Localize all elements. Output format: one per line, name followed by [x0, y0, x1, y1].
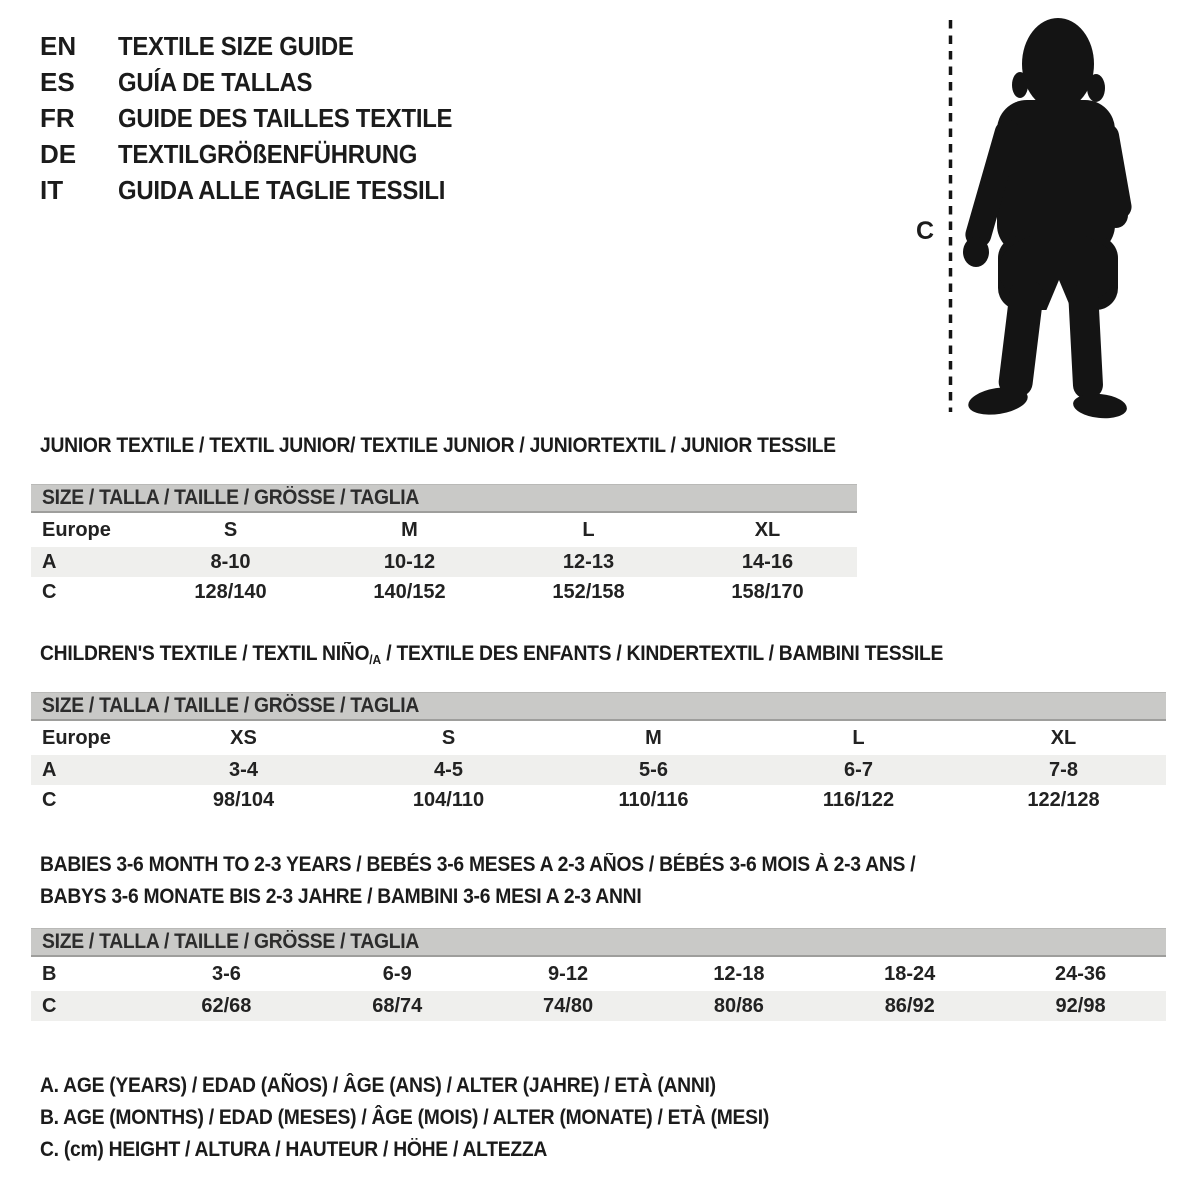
- height-cell: 152/158: [552, 580, 625, 603]
- height-cell: 140/152: [373, 580, 446, 603]
- age-cell: 6-9: [382, 962, 412, 985]
- legend-line-b: B. AGE (MONTHS) / EDAD (MESES) / ÂGE (MOIS) / ALTER (MONATE) / ETÀ (MESI): [40, 1106, 770, 1129]
- row-label: C: [42, 788, 57, 811]
- row-label: Europe: [42, 518, 111, 541]
- size-header-bar: [31, 692, 1166, 721]
- size-cell: XL: [1050, 726, 1077, 749]
- language-title: GUIDA ALLE TAGLIE TESSILI: [118, 174, 446, 205]
- size-cell: S: [223, 518, 238, 541]
- table-row: [31, 755, 1166, 785]
- junior-section-heading: [40, 434, 905, 458]
- size-header-bar: [31, 484, 857, 513]
- table-row: [31, 721, 1166, 755]
- row-label: A: [42, 758, 57, 781]
- size-cell: L: [582, 518, 595, 541]
- table-row: [31, 513, 857, 547]
- legend-line-a: A. AGE (YEARS) / EDAD (AÑOS) / ÂGE (ANS) / ALTER (JAHRE) / ETÀ (ANNI): [40, 1074, 716, 1097]
- measurement-legend: [40, 1070, 832, 1166]
- table-row: [31, 991, 1166, 1021]
- junior-heading-text: JUNIOR TEXTILE / TEXTIL JUNIOR/ TEXTILE JUNIOR / JUNIORTEXTIL / JUNIOR TESSILE: [40, 434, 836, 457]
- height-cell: 74/80: [543, 994, 594, 1017]
- babies-size-table: [31, 928, 1166, 1021]
- size-header-label: SIZE / TALLA / TAILLE / GRÖSSE / TAGLIA: [42, 930, 420, 953]
- size-header-label: SIZE / TALLA / TAILLE / GRÖSSE / TAGLIA: [42, 694, 420, 717]
- language-row-en: [40, 28, 481, 64]
- age-cell: 5-6: [639, 758, 668, 781]
- language-title: TEXTILE SIZE GUIDE: [118, 30, 354, 61]
- age-cell: 7-8: [1049, 758, 1078, 781]
- legend-line-c: C. (cm) HEIGHT / ALTURA / HAUTEUR / HÖHE / ALTEZZA: [40, 1138, 548, 1161]
- language-row-es: [40, 64, 481, 100]
- children-heading-sub: /A: [369, 652, 382, 667]
- language-title: GUIDE DES TAILLES TEXTILE: [118, 102, 453, 133]
- height-cell: 122/128: [1027, 788, 1100, 811]
- table-row: [31, 547, 857, 577]
- table-row: [31, 577, 857, 607]
- language-title: GUÍA DE TALLAS: [118, 66, 313, 97]
- size-cell: M: [401, 518, 418, 541]
- height-cell: 110/116: [618, 788, 689, 811]
- height-cell: 128/140: [194, 580, 267, 603]
- size-cell: L: [852, 726, 865, 749]
- language-code: FR: [40, 102, 75, 133]
- height-cell: 116/122: [822, 788, 895, 811]
- junior-size-table: [31, 484, 857, 607]
- language-title-block: [40, 28, 481, 208]
- language-code: DE: [40, 138, 77, 169]
- age-cell: 24-36: [1054, 962, 1107, 985]
- row-label: A: [42, 550, 57, 573]
- height-cell: 158/170: [731, 580, 804, 603]
- row-label: Europe: [42, 726, 111, 749]
- size-cell: S: [441, 726, 456, 749]
- row-label: C: [42, 994, 57, 1017]
- age-cell: 3-4: [229, 758, 258, 781]
- height-cell: 80/86: [713, 994, 764, 1017]
- children-size-table: [31, 692, 1166, 815]
- toddler-silhouette: [962, 18, 1133, 420]
- children-section-heading: [40, 642, 1022, 667]
- row-label: C: [42, 580, 57, 603]
- age-cell: 6-7: [844, 758, 873, 781]
- height-cell: 68/74: [372, 994, 423, 1017]
- table-row: [31, 957, 1166, 991]
- age-cell: 9-12: [548, 962, 589, 985]
- age-cell: 4-5: [434, 758, 463, 781]
- row-label: B: [42, 962, 57, 985]
- language-row-de: [40, 136, 481, 172]
- table-row: [31, 785, 1166, 815]
- size-header-bar: [31, 928, 1166, 957]
- size-cell: M: [645, 726, 662, 749]
- children-heading-pre: CHILDREN'S TEXTILE / TEXTIL NIÑO: [40, 642, 370, 665]
- language-code: ES: [40, 66, 75, 97]
- age-cell: 12-13: [562, 550, 615, 573]
- height-cell: 92/98: [1055, 994, 1106, 1017]
- language-row-it: [40, 172, 481, 208]
- language-code: EN: [40, 30, 77, 61]
- age-cell: 18-24: [884, 962, 936, 985]
- age-cell: 14-16: [741, 550, 794, 573]
- height-cell: 104/110: [412, 788, 485, 811]
- toddler-silhouette-figure: [946, 12, 1140, 420]
- height-measure-label: C: [916, 217, 935, 245]
- size-cell: XL: [754, 518, 781, 541]
- language-row-fr: [40, 100, 481, 136]
- age-cell: 3-6: [211, 962, 241, 985]
- age-cell: 10-12: [383, 550, 436, 573]
- height-cell: 98/104: [212, 788, 275, 811]
- language-title: TEXTILGRÖßENFÜHRUNG: [118, 138, 418, 169]
- babies-heading-line1: BABIES 3-6 MONTH TO 2-3 YEARS / BEBÉS 3-6 MESES A 2-3 AÑOS / BÉBÉS 3-6 MOIS À 2-3 ANS /: [40, 853, 916, 876]
- children-heading-post: / TEXTILE DES ENFANTS / KINDERTEXTIL / BAMBINI TESSILE: [381, 642, 944, 665]
- children-heading-text: [40, 642, 943, 667]
- babies-section-heading: [40, 849, 991, 913]
- height-cell: 62/68: [201, 994, 252, 1017]
- age-cell: 8-10: [210, 550, 251, 573]
- size-header-label: SIZE / TALLA / TAILLE / GRÖSSE / TAGLIA: [42, 486, 420, 509]
- language-code: IT: [40, 174, 64, 205]
- size-cell: XS: [230, 726, 257, 749]
- babies-heading-line2: BABYS 3-6 MONATE BIS 2-3 JAHRE / BAMBINI 3-6 MESI A 2-3 ANNI: [40, 885, 642, 908]
- height-cell: 86/92: [884, 994, 935, 1017]
- age-cell: 12-18: [713, 962, 765, 985]
